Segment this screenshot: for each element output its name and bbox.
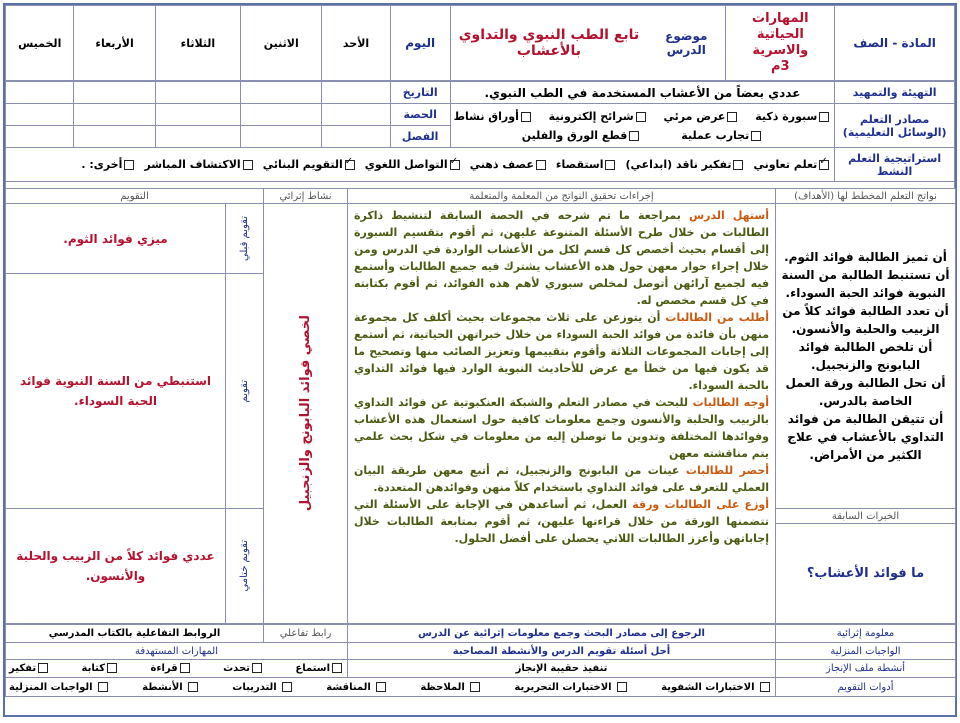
strategy-item[interactable]: ✓التواصل اللغوي — [365, 158, 462, 171]
checkbox-icon — [332, 663, 342, 673]
eval-tool-item[interactable]: الاختبارات التحريرية — [514, 682, 629, 693]
checkbox-icon — [605, 160, 615, 170]
eval-label-pre: تقويم قبلي — [239, 215, 251, 262]
header-table — [5, 5, 955, 81]
checkbox-checked-icon — [819, 160, 829, 170]
checkbox-icon — [760, 682, 770, 692]
checkbox-icon — [124, 160, 134, 170]
checkbox-icon — [536, 160, 546, 170]
outcome-item: أن تتيقن الطالبة من فوائد التداوي بالأعشاب في علاج الكثير من الأمراض. — [787, 412, 944, 462]
resource-item[interactable]: قطع الورق والفلين — [522, 129, 642, 142]
col-activity: نشاط إثرائي — [264, 189, 348, 204]
intro-label: التهيئة والتمهيد — [835, 82, 955, 104]
outcomes-cell — [776, 204, 956, 509]
eval-tool-item[interactable]: الأنشطة — [142, 682, 200, 693]
day-wed: الأربعاء — [74, 6, 155, 81]
checkbox-icon — [636, 112, 646, 122]
resources-label-line1: مصادر التعلم — [860, 112, 930, 126]
outcome-item: أن تلخص الطالبة فوائد البابونج والزنجبيل. — [798, 340, 933, 372]
col-procedures: إجراءات تحقيق النواتج من المعلمة والمتعلمة — [348, 189, 776, 204]
checkbox-icon — [98, 682, 108, 692]
resources-label-line2: (الوسائل التعليمية) — [842, 125, 947, 139]
skill-item[interactable]: تحدث — [223, 663, 264, 674]
checkbox-icon — [180, 663, 190, 673]
strategy-item[interactable]: عصف ذهني — [470, 158, 548, 171]
checkbox-icon — [38, 663, 48, 673]
checkbox-icon — [819, 112, 829, 122]
date-label: التاريخ — [390, 82, 450, 104]
procedure-paragraph: أوجه الطالبات للبحث في مصادر التعلم والشبكة العنكبوتية عن فوائد التداوي بالزبيب والحلبة والأنسون وجمع معلومات كافية حول استعمال هذه الأعشاب وفوائدها المختلفة وتدوين ما توصلن إليه من معلومات في شكل بحث علمي يتم مناقشته معهن — [354, 396, 770, 460]
skill-item[interactable]: تفكير — [9, 663, 50, 674]
skill-item[interactable]: استماع — [295, 663, 344, 674]
checkbox-icon — [727, 112, 737, 122]
strategies-label-line2: النشط — [876, 164, 913, 178]
outcome-item: أن تحل الطالبة ورقة العمل الخاصة بالدرس. — [785, 376, 946, 408]
eval-tool-item[interactable]: المناقشة — [326, 682, 388, 693]
checkbox-icon — [617, 682, 627, 692]
strategy-item[interactable]: ✓التقويم البنائي — [263, 158, 357, 171]
resource-item[interactable]: عرض مرئي — [664, 110, 740, 123]
checkbox-icon — [243, 160, 253, 170]
class-label: الفصل — [390, 126, 450, 148]
col-evaluation: التقويم — [6, 189, 264, 204]
strategy-item[interactable]: استقصاء — [556, 158, 618, 171]
subject-value-line3: 3م — [771, 59, 790, 74]
day-sun: الأحد — [322, 6, 390, 81]
checkbox-icon — [282, 682, 292, 692]
outcome-item: أن تستنبط الطالبة من السنة النبوية فوائد الحبة السوداء. — [781, 268, 950, 300]
homework-text: أحل أسئلة تقويم الدرس والأنشطة المصاحبة — [348, 643, 776, 660]
resource-item[interactable]: سبورة ذكية — [755, 110, 831, 123]
procedure-paragraph: أوزع على الطالبات ورقة العمل، ثم أساعدهن في الإجابة على الأسئلة التي تتضمنها الورقة من خلال قراءتها عليهن، ثم أقوم بمتابعة الطالبات خلال إجاباتهن وأعزز الطالبات اللاتي يحصلن على أفضل الحلول. — [354, 498, 770, 545]
eval-label-final: تقويم ختامي — [239, 540, 251, 592]
resource-item[interactable]: أوراق نشاط — [454, 110, 533, 123]
eval-tool-item[interactable]: الاختبارات الشفوية — [661, 682, 772, 693]
outcome-item: أن تميز الطالبة فوائد الثوم. — [784, 250, 947, 264]
outcome-item: أن تعدد الطالبة فوائد كلاً من الزبيب والحلبة والأنسون. — [782, 304, 949, 336]
subject-value-line1: المهارات الحياتية — [752, 11, 809, 42]
resource-item[interactable]: شرائح إلكترونية — [549, 110, 648, 123]
resource-item[interactable]: تجارب عملية — [681, 129, 763, 142]
eval-text-final: عددي فوائد كلاً من الزبيب والحلبة والأنسون. — [6, 509, 226, 624]
resources-items — [450, 104, 835, 148]
period-label: الحصة — [390, 104, 450, 126]
strategy-item[interactable]: ✓تعلم تعاوني — [753, 158, 831, 171]
eval-tools-label: أدوات التقويم — [776, 678, 956, 697]
strategy-item[interactable]: تفكير ناقد (ابداعي) — [625, 158, 745, 171]
subject-label: المادة - الصف — [835, 6, 955, 81]
eval-tools-items — [6, 678, 776, 697]
day-thu: الخميس — [6, 6, 74, 81]
subject-value — [726, 6, 835, 81]
skill-item[interactable]: قراءة — [150, 663, 191, 674]
topic-label — [450, 6, 726, 81]
checkbox-icon — [733, 160, 743, 170]
activity-text: لخصي فوائد البابونج والزنجبيل — [298, 315, 314, 512]
subject-value-line2: والاسرية — [752, 43, 809, 58]
checkbox-icon — [188, 682, 198, 692]
homework-label: الواجبات المنزلية — [776, 643, 956, 660]
prior-label: الخبرات السابقة — [776, 509, 956, 524]
checkbox-icon — [107, 663, 117, 673]
checkbox-icon — [751, 131, 761, 141]
eval-tool-item[interactable]: الواجبات المنزلية — [9, 682, 110, 693]
strategies-items — [6, 148, 835, 182]
eval-tool-item[interactable]: الملاحظة — [420, 682, 482, 693]
col-outcomes: نواتج التعلم المخطط لها (الأهداف) — [776, 189, 956, 204]
procedure-paragraph: أستهل الدرس بمراجعة ما تم شرحه في الحصة السابقة لتنشيط ذاكرة الطالبات من خلال طرح الأسئلة المتنوعة عليهن، ثم أقوم بتقسيم السبورة إلى أقسام بحيث أخصص كل قسم لكل من الأعشاب الواردة في الدرس ومن خلال إجراء حوار معهن حول هذه الأعشاب يشترك فيه جميع الطالبات وأستمع فيه لجميع آرائهن أتوصل لمخلص سبوري لأهم هذه الفوائد، ثم أقوم بكتابته في كل قسم مخصص له. — [354, 209, 770, 307]
day-tue: الثلاثاء — [155, 6, 240, 81]
intro-table — [5, 81, 955, 182]
portfolio-label: أنشطة ملف الإنجاز — [776, 660, 956, 678]
topic-value: تابع الطب النبوي والتداوي بالأعشاب — [458, 27, 640, 59]
main-table — [5, 188, 956, 624]
resources-label — [835, 104, 955, 148]
strategy-item[interactable]: أخرى: . — [81, 158, 136, 171]
enrich-info-text: الرجوع إلى مصادر البحث وجمع معلومات إثرائية عن الدرس — [348, 625, 776, 643]
skills-items — [6, 660, 348, 678]
eval-text-mid: استنبطي من السنة النبوية فوائد الحبة السوداء. — [6, 274, 226, 509]
checkbox-icon — [629, 131, 639, 141]
checkbox-icon — [521, 112, 531, 122]
target-skills-label: المهارات المستهدفة — [6, 643, 348, 660]
procedure-paragraph: أطلب من الطالبات أن يتوزعن على ثلاث مجموعات بحيث أكلف كل مجموعة منهن بأن فائدة من فوائد الحبة السوداء من خلال خبراتهن الحياتية، ثم أستمع إلى إجابات المجموعات الثلاثة وأقوم بتقييمها وتعزيز الصائب منها وتصحيح ما قد يكون فيها من خطأ مع عرض للأحاديث النبوية الوارد فيها فوائد التداوي بالحبة السوداء. — [354, 311, 770, 392]
day-label: اليوم — [390, 6, 450, 81]
intro-text: عددي بعضاً من الأعشاب المستخدمة في الطب النبوي. — [450, 82, 835, 104]
interactive-link-text[interactable]: الروابط التفاعلية بالكتاب المدرسي — [6, 625, 264, 643]
strategy-item[interactable]: الاكتشاف المباشر — [144, 158, 254, 171]
day-mon: الاثنين — [241, 6, 322, 81]
topic-label-text: موضوع الدرس — [665, 29, 708, 57]
skill-item[interactable]: كتابة — [82, 663, 119, 674]
enrich-info-label: معلومة إثرائية — [776, 625, 956, 643]
checkbox-icon — [252, 663, 262, 673]
interactive-link-label: رابط تفاعلي — [264, 625, 348, 643]
eval-label-mid: تقويم — [239, 379, 251, 403]
lesson-plan-form — [3, 3, 957, 717]
activity-cell — [264, 204, 348, 624]
prior-text: ما فوائد الأعشاب؟ — [776, 524, 956, 624]
checkbox-icon — [470, 682, 480, 692]
eval-text-pre: ميزي فوائد الثوم. — [6, 204, 226, 274]
checkbox-checked-icon — [345, 160, 355, 170]
checkbox-checked-icon — [450, 160, 460, 170]
portfolio-text: تنفيذ حقيبة الإنجاز — [348, 660, 776, 678]
strategies-label-line1: استراتيجية التعلم — [848, 151, 942, 165]
checkbox-icon — [376, 682, 386, 692]
procedures-cell — [348, 204, 776, 624]
bottom-table — [5, 624, 956, 697]
procedure-paragraph: أحضر للطالبات عينات من البابونج والزنجبيل، ثم أتبع معهن طريقة البيان العملي للتعرف على فوائد التداوي باستخدام كلاً منهن وفوائدهن المتعددة. — [354, 464, 770, 494]
eval-tool-item[interactable]: التدريبات — [232, 682, 294, 693]
strategies-label — [835, 148, 955, 182]
